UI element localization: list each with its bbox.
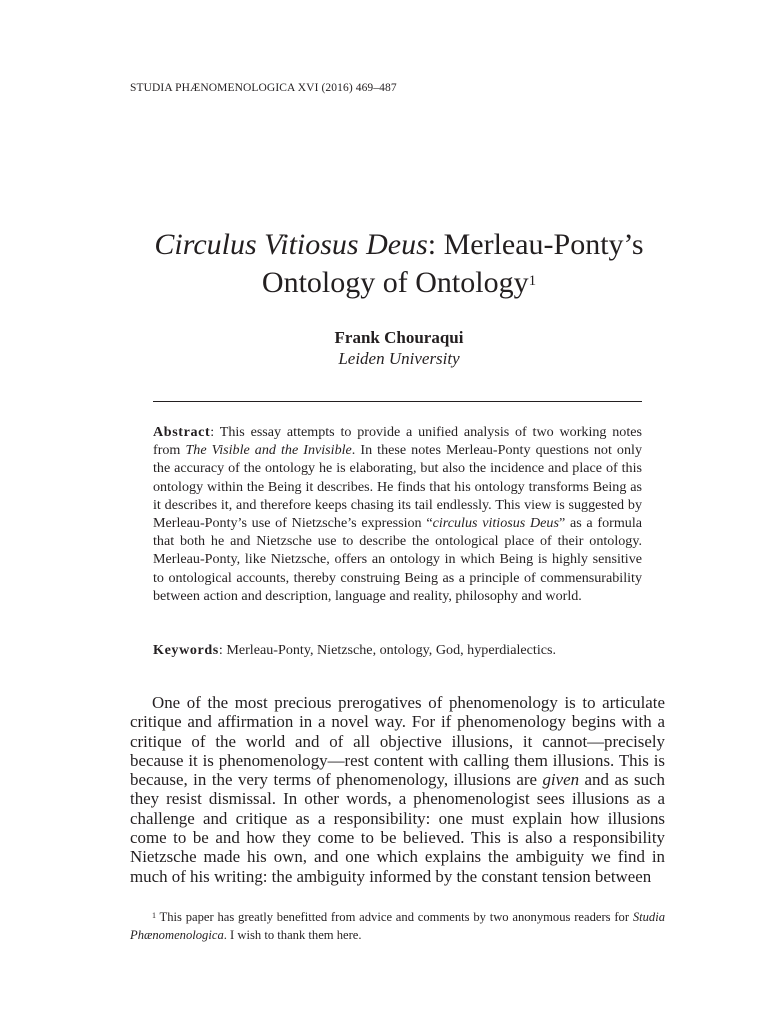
footnote-text-1: This paper has greatly benefitted from advice and comments by two anonymous readers for	[156, 910, 633, 924]
body-text-2: and as such they resist dismissal. In other words, a phenomenologist sees illusions as a challenge and critique as a responsibility: one must explain how illusions come to be and how they come to be believed. This is also a responsibility Nietzsche made his own, and one which explains the ambiguity we find in much of his writing: the ambiguity informed by the constant tension between	[130, 770, 665, 886]
title-rest-line1: : Merleau-Ponty’s	[427, 228, 644, 261]
title-italic-part: Circulus Vitiosus Deus	[154, 228, 428, 261]
body-emphasis: given	[542, 770, 580, 790]
abstract-expression: circulus vitiosus Deus	[432, 515, 559, 532]
article-title	[100, 226, 698, 302]
abstract-text-2: . In these notes Merleau-Ponty questions not only the accuracy of the ontology he is elaborating, but also the incidence and place of this ontology within the Being it describes. He finds that his ontology transforms Being as it describes it, and therefore keeps chasing its tail endlessly. This view is suggested by Merleau-Ponty’s use of Nietzsche’s expression “	[153, 442, 642, 532]
body-paragraph	[130, 693, 665, 886]
header-divider	[153, 401, 642, 402]
abstract-text-3: ” as a formula that both he and Nietzsche use to describe the ontological place of their ontology. Merleau-Ponty, like Nietzsche, offers an ontology in which Being is highly sensitive to ontological accounts, thereby construing Being as a principle of commensurability between action and description, language and reality, philosophy and world.	[153, 515, 643, 604]
abstract-separator: :	[210, 424, 220, 440]
abstract-text-1: This essay attempts to provide a unified analysis of two working notes from	[153, 424, 643, 459]
footnote-text-2: . I wish to thank them here.	[223, 928, 362, 943]
footnote	[130, 908, 665, 944]
keywords-separator: :	[218, 642, 227, 658]
keywords	[153, 641, 642, 659]
author-affiliation: Leiden University	[338, 349, 460, 368]
abstract-label: Abstract	[153, 424, 211, 440]
author-name: Frank Chouraqui	[334, 328, 464, 347]
body-text-1: One of the most precious prerogatives of phenomenology is to articulate critique and affirmation in a novel way. For if phenomenology begins with a critique of the world and of all objective illusions, it cannot—precisely because it is phenomenology—rest content with calling them illusions. This is because, in the very terms of phenomenology, illusions are	[130, 693, 665, 790]
running-head: STUDIA PHÆNOMENOLOGICA XVI (2016) 469–487	[130, 82, 397, 94]
title-line2: Ontology of Ontology	[261, 266, 529, 299]
abstract-work-title: The Visible and the Invisible	[185, 442, 352, 459]
keywords-text: Merleau-Ponty, Nietzsche, ontology, God, hyperdialectics.	[226, 642, 557, 658]
keywords-label: Keywords	[153, 642, 219, 658]
footnote-mark: 1	[152, 911, 156, 920]
abstract	[153, 423, 642, 605]
footnote-journal: Studia Phænomenologica	[130, 910, 665, 943]
title-footnote-mark: 1	[528, 273, 537, 289]
